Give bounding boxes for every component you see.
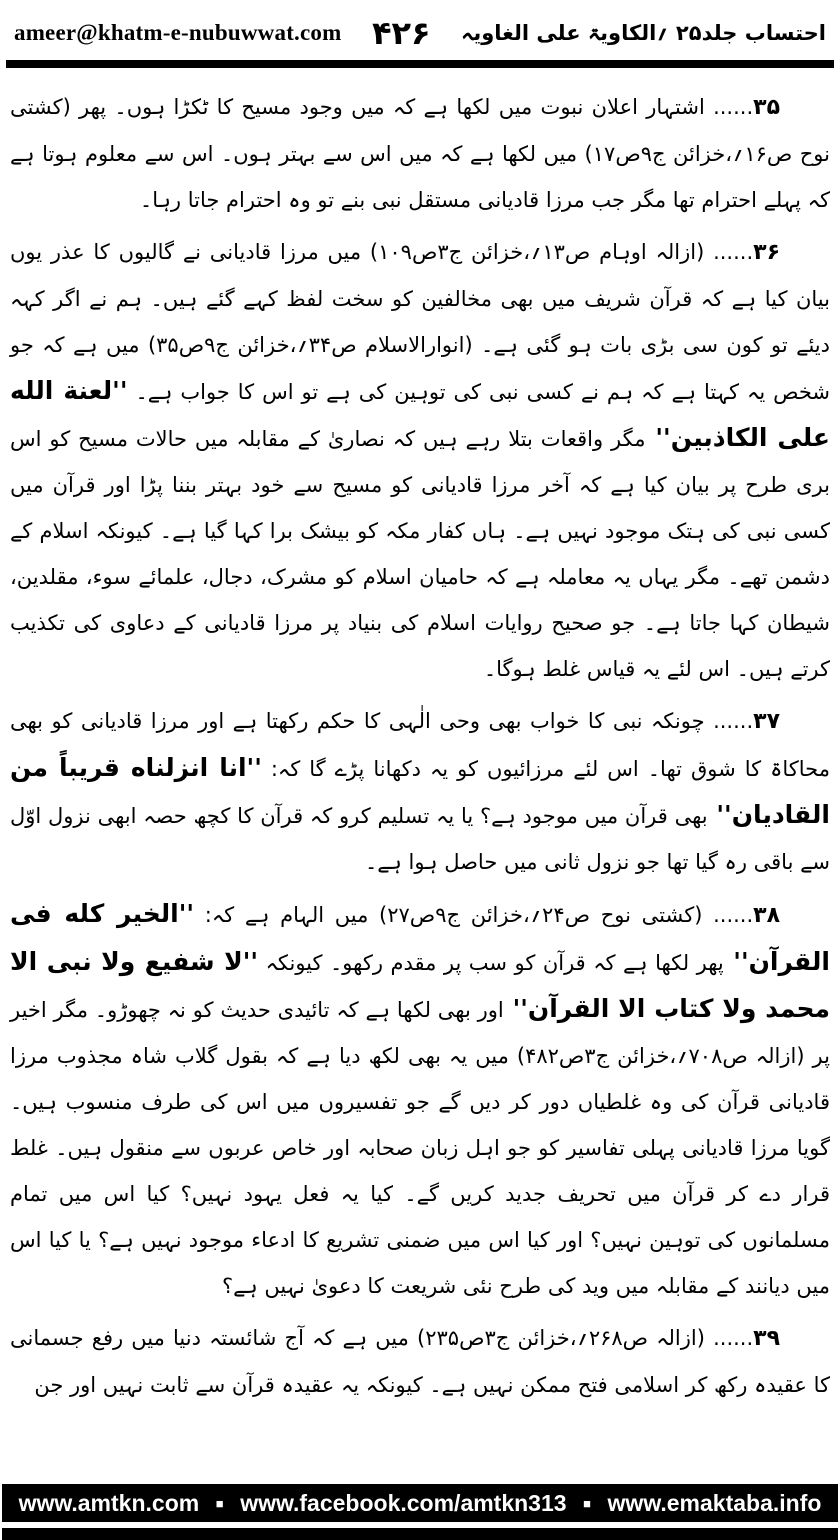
page-body	[0, 68, 840, 1408]
square-separator-icon: ■	[215, 1495, 224, 1511]
arabic-quote: ''الخیر کله فی القرآن''	[10, 899, 831, 976]
paragraph-number: ۳۶	[753, 240, 780, 265]
arabic-quote: ''لعنة الله علی الکاذبین''	[10, 376, 830, 452]
paragraph-dots: ......	[713, 95, 754, 119]
paragraph-37	[10, 698, 830, 885]
paragraph-dots: ......	[713, 1326, 754, 1350]
paragraph-number: ۳۵	[753, 95, 780, 120]
body-text-run: (ازالہ اوہام ص۱۳؍،خزائن ج۳ص۱۰۹) میں مرزا قادیانی نے گالیوں کا عذر یوں بیان کیا ہے کہ قرآن شریف میں بھی مخالفین کو سخت لفظ کہے گئے ہیں۔ ہم نے اگر کہہ دیئے تو کون سی بڑی بات ہو گئی ہے۔ (انوارالاسلام ص۳۴؍،خزائن ج۹ص۳۵) میں ہے کہ جو شخص یہ کہتا ہے کہ ہم نے کسی نبی کی توہین کی ہے تو اس کا جواب ہے۔	[10, 240, 831, 404]
paragraph-dots: ......	[713, 240, 754, 264]
body-text-run: چونکہ نبی کا خواب بھی وحی الٰہی کا حکم رکھتا ہے اور مرزا قادیانی کو بھی محاکاۃ کا شوق تھا۔ اس لئے مرزائیوں کو یہ دکھانا پڑے گا کہ:	[10, 709, 830, 781]
bottom-strip	[2, 1528, 838, 1540]
body-text-run: (کشتی نوح ص۲۴؍،خزائن ج۹ص۲۷) میں الہام ہے کہ:	[194, 903, 714, 927]
page-number: ۴۲۶	[371, 14, 431, 52]
body-text-run: اور بھی لکھا ہے کہ تائیدی حدیث کو نہ چھوڑو۔ مگر اخیر پر (ازالہ ص۷۰۸؍،خزائن ج۳ص۴۸۲) میں یہ بھی لکھ دیا ہے کہ بقول گلاب شاہ مجذوب مرزا قادیانی قرآن کی وہ غلطیاں دور کر دیں گے جو تفسیروں میں اس کی طرف منسوب ہیں۔ گویا مرزا قادیانی پہلی تفاسیر کو جو اہل زبان صحابہ اور خاص عربوں سے منقول ہیں۔ غلط قرار دے کر قرآن میں تحریف جدید کریں گے۔ کیا یہ فعل یہود نہیں؟ کیا اس میں تمام مسلمانوں کی توہین نہیں؟ اور کیا اس میں ضمنی تشریع کا ادعاء موجود نہیں ہے؟ یا کیا اس میں دیانند کے مقابلہ میں وید کی طرح نئی شریعت کا دعویٰ نہیں ہے؟	[10, 998, 830, 1298]
body-text-run: پھر لکھا ہے کہ قرآن کو سب پر مقدم رکھو۔ کیونکہ	[258, 951, 724, 975]
paragraph-number: ۳۸	[753, 903, 781, 928]
paragraph-text	[10, 240, 830, 681]
paragraph-dots: ......	[713, 709, 754, 733]
footer-link-emaktaba: www.emaktaba.info	[607, 1489, 822, 1516]
paragraph-text	[10, 1326, 830, 1397]
book-title: احتساب جلد۲۵ ؍الکاویۃ علی الغاویہ	[461, 21, 826, 45]
paragraph-38	[10, 891, 830, 1309]
paragraph-text	[10, 709, 830, 874]
footer-link-facebook: www.facebook.com/amtkn313	[240, 1489, 567, 1516]
arabic-quote: ''انا انزلناه قریباً من القادیان''	[10, 753, 830, 829]
footer-link-amtkn: www.amtkn.com	[18, 1489, 200, 1516]
page-footer	[0, 1484, 840, 1540]
paragraph-35	[10, 84, 830, 223]
paragraph-text	[10, 899, 831, 1298]
body-text-run: اشتہار اعلان نبوت میں لکھا ہے کہ میں وجود مسیح کا ٹکڑا ہوں۔ پھر (کشتی نوح ص۱۶؍،خزائن ج۹ص۱۷) میں لکھا ہے کہ میں اس سے بہتر ہوں۔ اس سے معلوم ہوتا ہے کہ پہلے احترام تھا مگر جب مرزا قادیانی مستقل نبی بنے تو وہ احترام جاتا رہا۔	[10, 95, 830, 212]
header-email: ameer@khatm-e-nubuwwat.com	[14, 20, 342, 45]
page-header	[0, 0, 840, 56]
body-text-run: مگر واقعات بتلا رہے ہیں کہ نصاریٰ کے مقابلہ میں حالات مسیح کو اس بری طرح پر بیان کیا ہے کہ آخر مرزا قادیانی کو مسیح سے خود بہتر بننا پڑا اور قرآن میں کسی نبی کی ہتک موجود نہیں ہے۔ ہاں کفار مکہ کو بیشک برا کہا گیا ہے۔ کیونکہ اسلام کے دشمن تھے۔ مگر یہاں یہ معاملہ ہے کہ حامیان اسلام کو مشرک، دجال، علمائے سوء، مقلدین، شیطان کہا جاتا ہے۔ جو صحیح روایات اسلام کی بنیاد پر مرزا قادیانی کے دعاوی کی تکذیب کرتے ہیں۔ اس لئے یہ قیاس غلط ہوگا۔	[10, 427, 830, 681]
paragraph-dots: ......	[713, 903, 754, 927]
paragraph-text	[10, 95, 830, 212]
paragraph-36	[10, 229, 830, 692]
paragraph-39	[10, 1315, 830, 1408]
header-rule	[6, 60, 834, 68]
body-text-run: بھی قرآن میں موجود ہے؟ یا یہ تسلیم کرو کہ قرآن کا کچھ حصہ ابھی نزول اوّل سے باقی رہ گیا تھا جو نزول ثانی میں حاصل ہوا ہے۔	[10, 804, 830, 874]
body-text-run: (ازالہ ص۲۶۸؍،خزائن ج۳ص۲۳۵) میں ہے کہ آج شائستہ دنیا میں رفع جسمانی کا عقیدہ رکھ کر اسلامی فتح ممکن نہیں ہے۔ کیونکہ یہ عقیدہ قرآن سے ثابت نہیں اور جن	[10, 1326, 830, 1397]
paragraph-number: ۳۹	[753, 1326, 781, 1351]
paragraph-number: ۳۷	[753, 709, 780, 734]
square-separator-icon: ■	[583, 1495, 591, 1511]
footer-bar	[2, 1484, 838, 1522]
arabic-quote: ''لا شفیع ولا نبی الا محمد ولا کتاب الا القرآن''	[10, 947, 830, 1023]
